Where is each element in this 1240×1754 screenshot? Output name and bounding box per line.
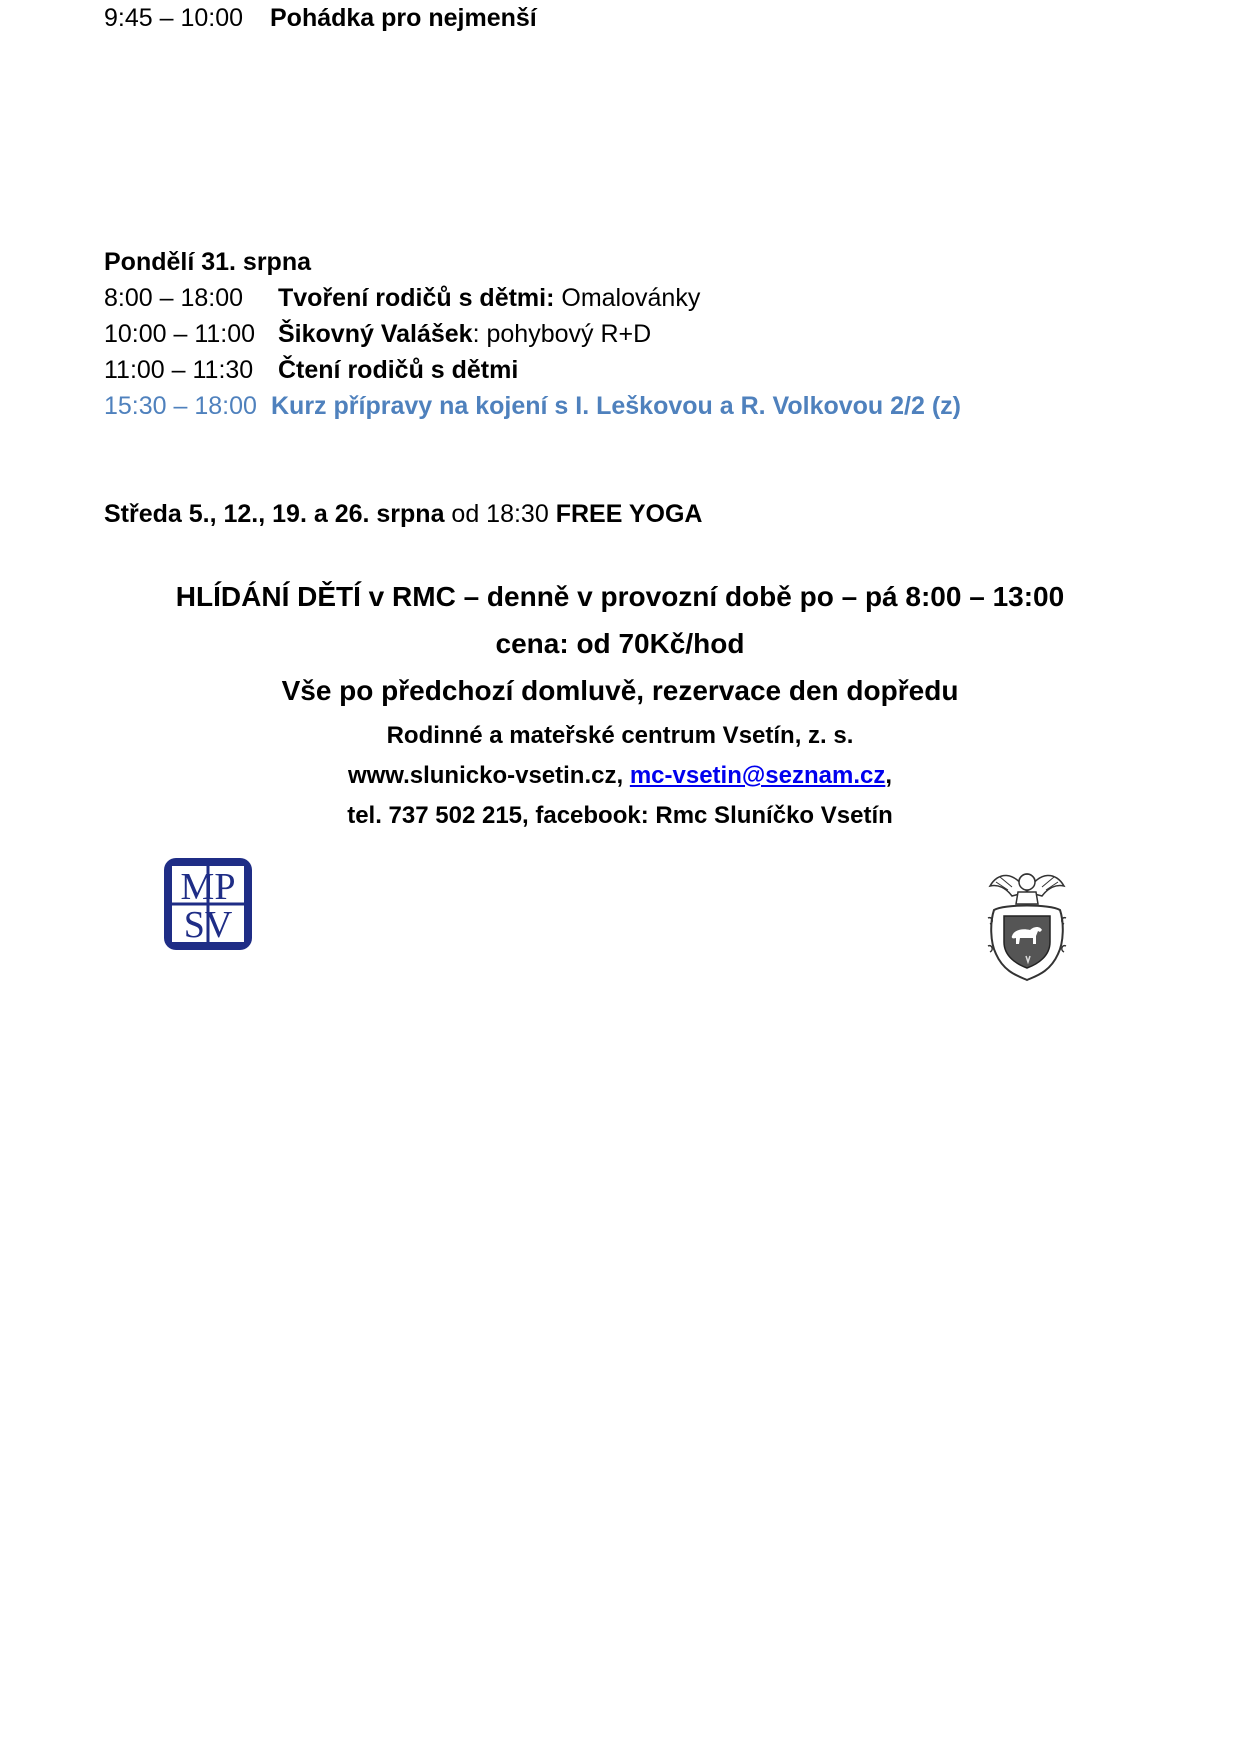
organization-name: Rodinné a mateřské centrum Vsetín, z. s.: [386, 722, 854, 749]
price-info: cena: od 70Kč/hod: [495, 628, 745, 659]
schedule-title: Čtení rodičů s dětmi: [278, 356, 519, 384]
phone-facebook-line: tel. 737 502 215, facebook: Rmc Sluníčko Vsetín: [347, 802, 893, 829]
schedule-time: 15:30 – 18:00: [104, 392, 257, 420]
schedule-title: Pohádka pro nejmenší: [270, 4, 537, 32]
mpsv-logo: [162, 856, 254, 952]
email-suffix: ,: [885, 762, 893, 789]
schedule-time: 8:00 – 18:00: [104, 284, 244, 312]
email-link[interactable]: mc-vsetin@seznam.cz: [629, 762, 886, 789]
schedule-detail: : pohybový R+D: [472, 320, 652, 348]
schedule-item: [104, 282, 700, 314]
booking-info: Vše po předchozí domluvě, rezervace den dopředu: [281, 675, 959, 706]
web-contact-line: [0, 760, 1240, 792]
yoga-days: Středa 5., 12., 19. a 26. srpna: [104, 500, 445, 528]
schedule-time: 11:00 – 11:30: [104, 356, 254, 384]
yoga-time: od 18:30: [444, 500, 556, 528]
schedule-title: Kurz přípravy na kojení s I. Leškovou a R. Volkovou 2/2 (z): [271, 392, 961, 420]
schedule-item-fairytale: [104, 2, 537, 34]
mpsv-logo-bottom: SV: [183, 904, 233, 946]
schedule-item: [104, 318, 651, 350]
schedule-title: Tvoření rodičů s dětmi:: [278, 284, 555, 312]
schedule-item-breastfeeding-course: [104, 390, 961, 422]
monday-heading: Pondělí 31. srpna: [104, 248, 312, 276]
yoga-event: FREE YOGA: [555, 500, 703, 528]
vsetin-coat-of-arms-icon: [984, 862, 1070, 984]
schedule-time: 9:45 – 10:00: [104, 4, 244, 32]
schedule-time: 10:00 – 11:00: [104, 320, 256, 348]
yoga-line: [104, 498, 702, 530]
website-text: www.slunicko-vsetin.cz,: [347, 762, 630, 789]
schedule-item: [104, 354, 518, 386]
babysitting-info: HLÍDÁNÍ DĚTÍ v RMC – denně v provozní době po – pá 8:00 – 13:00: [175, 581, 1065, 612]
schedule-detail: Omalovánky: [554, 284, 701, 312]
mpsv-logo-top: MP: [180, 866, 236, 908]
schedule-title: Šikovný Valášek: [278, 320, 473, 348]
